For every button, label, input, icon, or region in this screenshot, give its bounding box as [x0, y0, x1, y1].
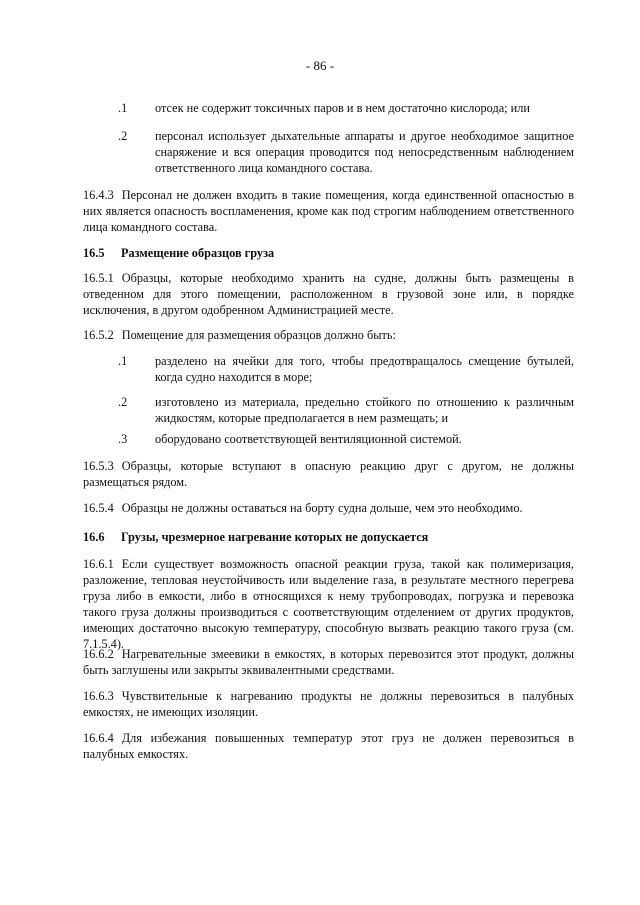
paragraph-number: 16.5.4 [83, 501, 114, 515]
section-title: Размещение образцов груза [121, 246, 275, 260]
page-number: - 86 - [305, 58, 335, 73]
paragraph [83, 646, 574, 678]
list-item [118, 394, 574, 426]
paragraph [83, 500, 574, 516]
paragraph-number: 16.6.2 [83, 647, 114, 661]
item-number: .1 [118, 101, 128, 115]
section-heading [83, 245, 574, 261]
paragraph [83, 688, 574, 720]
section-title: Грузы, чрезмерное нагревание которых не допускается [121, 530, 429, 544]
paragraph-text: Если существует возможность опасной реакции груза, такой как полимеризация, разложение, тепловая неустойчивость или выделение газа, в результате местного перегрева груза либо в емкости, либо в относящихся к нему трубопроводах, погрузка и перевозка такого груза должны производиться с соответствующим отделением от других продуктов, имеющих достаточно высокую температуру, способную вызвать реакцию такого груза (см. 7.1.5.4). [83, 557, 574, 651]
section-number: 16.6 [83, 530, 105, 544]
paragraph [83, 730, 574, 762]
item-text: оборудовано соответствующей вентиляционной системой. [155, 432, 462, 446]
paragraph-text: Для избежания повышенных температур этот груз не должен перевозиться в палубных емкостях. [83, 731, 574, 761]
paragraph [83, 187, 574, 235]
item-text: изготовлено из материала, предельно стойкого по отношению к различным жидкостям, которые предполагается в нем размещать; и [155, 395, 574, 425]
paragraph [83, 556, 574, 652]
section-number: 16.5 [83, 246, 105, 260]
list-item [118, 431, 574, 447]
paragraph-text: Образцы не должны оставаться на борту судна дольше, чем это необходимо. [121, 501, 523, 515]
paragraph-number: 16.6.4 [83, 731, 114, 745]
list-item [118, 128, 574, 176]
item-number: .1 [118, 354, 128, 368]
list-item [118, 100, 574, 116]
item-number: .3 [118, 432, 128, 446]
paragraph-text: Персонал не должен входить в такие помещения, когда единственной опасностью в них является опасность воспламенения, кроме как под строгим наблюдением ответственного лица командного состава. [83, 188, 574, 234]
paragraph-text: Чувствительные к нагреванию продукты не должны перевозиться в палубных емкостях, не имеющих изоляции. [83, 689, 574, 719]
paragraph [83, 270, 574, 318]
paragraph-number: 16.6.3 [83, 689, 114, 703]
paragraph-number: 16.5.2 [83, 328, 114, 342]
paragraph-text: Образцы, которые вступают в опасную реакцию друг с другом, не должны размещаться рядом. [83, 459, 574, 489]
paragraph-text: Образцы, которые необходимо хранить на судне, должны быть размещены в отведенном для этого помещении, расположенном в грузовой зоне или, в порядке исключения, в другом одобренном Администрацией месте. [83, 271, 574, 317]
paragraph-text: Нагревательные змеевики в емкостях, в которых перевозится этот продукт, должны быть заглушены или закрыты эквивалентными средствами. [83, 647, 574, 677]
paragraph [83, 327, 574, 343]
paragraph-text: Помещение для размещения образцов должно быть: [121, 328, 396, 342]
paragraph-number: 16.4.3 [83, 188, 114, 202]
paragraph-number: 16.6.1 [83, 557, 114, 571]
item-text: персонал использует дыхательные аппараты и другое необходимое защитное снаряжение и вся операция проводится под непосредственным наблюдением ответственного лица командного состава. [155, 129, 574, 175]
item-text: отсек не содержит токсичных паров и в нем достаточно кислорода; или [155, 101, 530, 115]
list-item [118, 353, 574, 385]
item-text: разделено на ячейки для того, чтобы предотвращалось смещение бутылей, когда судно находится в море; [155, 354, 574, 384]
paragraph-number: 16.5.1 [83, 271, 114, 285]
paragraph [83, 458, 574, 490]
paragraph-number: 16.5.3 [83, 459, 114, 473]
item-number: .2 [118, 395, 128, 409]
section-heading [83, 529, 574, 545]
item-number: .2 [118, 129, 128, 143]
